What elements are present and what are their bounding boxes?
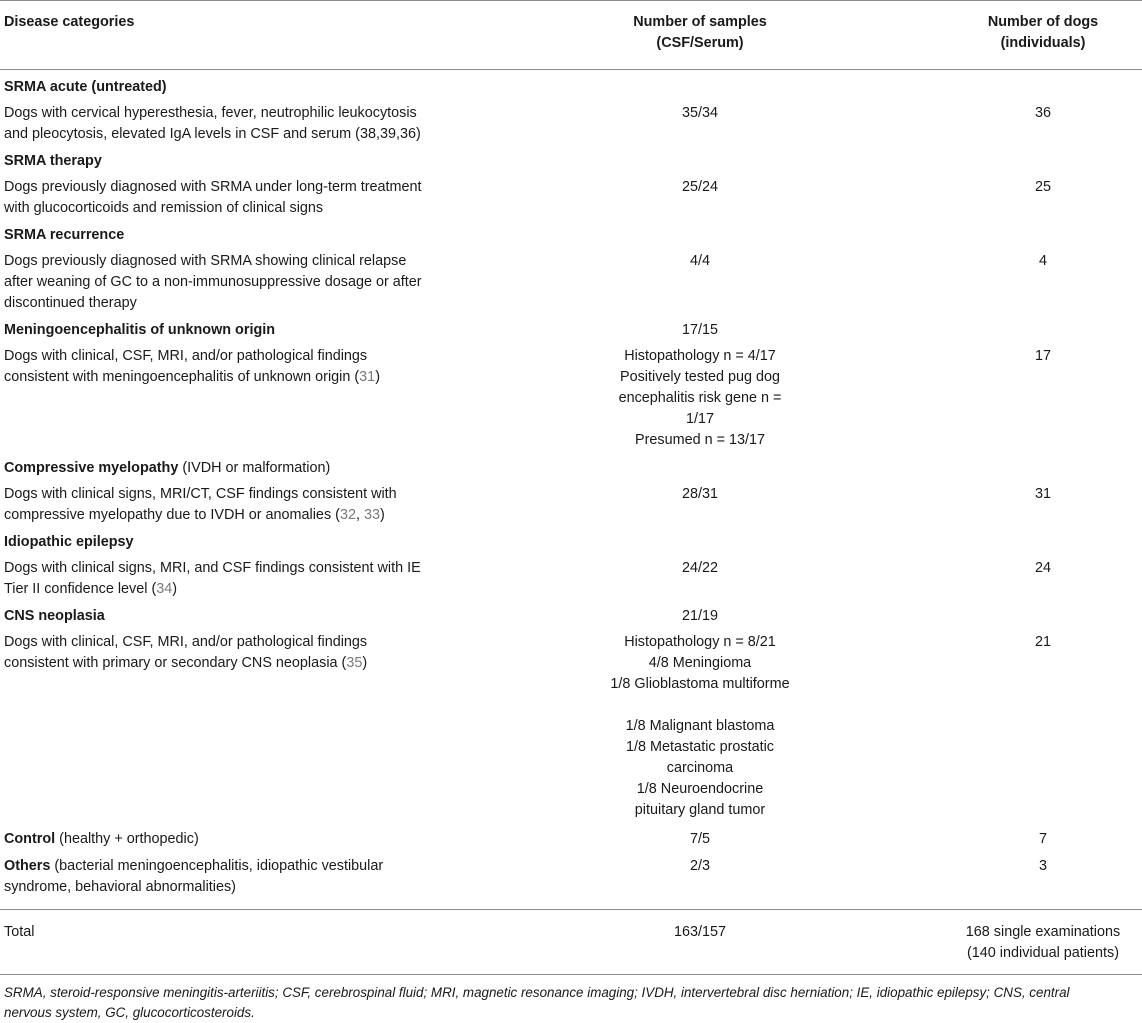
category-title-suffix: (bacterial meningoencephalitis, idiopathic vestibular bbox=[50, 858, 384, 874]
header-samples-line1: Number of samples bbox=[633, 14, 767, 30]
description-line bbox=[4, 505, 459, 526]
reference-31[interactable]: 31 bbox=[359, 369, 376, 385]
footnote-line: nervous system, GC, glucocorticosteroids. bbox=[4, 1005, 255, 1020]
category-title-suffix: (IVDH or malformation) bbox=[178, 460, 331, 476]
neoplasia-samples-total: 21/19 bbox=[681, 608, 718, 624]
category-meo-description bbox=[4, 346, 459, 388]
others-samples: 2/3 bbox=[689, 858, 710, 874]
header-samples-line2: (CSF/Serum) bbox=[656, 35, 744, 51]
control-dogs: 7 bbox=[1038, 831, 1047, 847]
reference-33[interactable]: 33 bbox=[363, 507, 380, 523]
total-samples: 163/157 bbox=[673, 924, 727, 940]
epilepsy-dogs: 24 bbox=[1034, 560, 1051, 576]
samples-line: Histopathology n = 8/21 bbox=[624, 634, 776, 650]
reference-34[interactable]: 34 bbox=[156, 581, 173, 597]
category-srma-recurrence-title: SRMA recurrence bbox=[4, 227, 125, 243]
total-dogs-line1: 168 single examinations bbox=[965, 924, 1121, 940]
category-neoplasia-title: CNS neoplasia bbox=[4, 608, 105, 624]
samples-line: 1/8 Malignant blastoma bbox=[625, 718, 775, 734]
category-neoplasia-description bbox=[4, 632, 459, 674]
samples-line: 1/8 Metastatic prostatic bbox=[626, 739, 774, 755]
neoplasia-dogs: 21 bbox=[1034, 634, 1051, 650]
srma-therapy-samples: 25/24 bbox=[681, 179, 718, 195]
reference-32[interactable]: 32 bbox=[339, 507, 356, 523]
category-title-bold: Control bbox=[4, 831, 56, 847]
meo-dogs: 17 bbox=[1034, 348, 1051, 364]
category-compressive-title bbox=[4, 458, 459, 479]
description-text: ) bbox=[379, 507, 385, 523]
table-footnote bbox=[4, 983, 1138, 1023]
description-line: discontinued therapy bbox=[4, 295, 137, 311]
description-line: Dogs previously diagnosed with SRMA showing clinical relapse bbox=[4, 253, 407, 269]
description-line: Dogs with cervical hyperesthesia, fever, neutrophilic leukocytosis bbox=[4, 105, 417, 121]
samples-line: Positively tested pug dog bbox=[620, 369, 780, 385]
table-top-rule bbox=[0, 0, 1142, 1]
category-others-line2: syndrome, behavioral abnormalities) bbox=[4, 879, 236, 895]
control-samples: 7/5 bbox=[689, 831, 710, 847]
category-control-title bbox=[4, 829, 459, 850]
header-number-of-dogs bbox=[945, 12, 1141, 54]
samples-blank-line bbox=[560, 695, 840, 716]
category-compressive-description bbox=[4, 484, 459, 526]
category-srma-acute-title: SRMA acute (untreated) bbox=[4, 79, 167, 95]
description-text: consistent with meningoencephalitis of unknown origin ( bbox=[4, 369, 360, 385]
samples-line: 4/8 Meningioma bbox=[648, 655, 752, 671]
compressive-samples: 28/31 bbox=[681, 486, 718, 502]
total-rule bbox=[0, 909, 1142, 910]
total-dogs bbox=[945, 922, 1141, 964]
category-others-title bbox=[4, 856, 459, 898]
category-epilepsy-title: Idiopathic epilepsy bbox=[4, 534, 134, 550]
reference-35[interactable]: 35 bbox=[346, 655, 363, 671]
epilepsy-samples: 24/22 bbox=[681, 560, 718, 576]
category-srma-therapy-description bbox=[4, 177, 459, 219]
description-text: compressive myelopathy due to IVDH or anomalies ( bbox=[4, 507, 340, 523]
footnote-line: SRMA, steroid-responsive meningitis-arteriitis; CSF, cerebrospinal fluid; MRI, magnetic resonance imaging; IVDH, intervertebral disc herniation; IE, idiopathic epilepsy; CNS, central bbox=[4, 985, 1070, 1000]
category-srma-recurrence-description bbox=[4, 251, 459, 314]
category-title-bold: Compressive myelopathy bbox=[4, 460, 179, 476]
description-line bbox=[4, 367, 459, 388]
header-rule bbox=[0, 69, 1142, 70]
samples-line: Histopathology n = 4/17 bbox=[624, 348, 776, 364]
others-dogs: 3 bbox=[1038, 858, 1047, 874]
description-line: Dogs with clinical signs, MRI/CT, CSF findings consistent with bbox=[4, 486, 397, 502]
compressive-dogs: 31 bbox=[1034, 486, 1051, 502]
description-line bbox=[4, 653, 459, 674]
neoplasia-samples-details bbox=[560, 632, 840, 821]
description-line: with glucocorticoids and remission of clinical signs bbox=[4, 200, 324, 216]
description-text: Tier II confidence level ( bbox=[4, 581, 157, 597]
srma-recurrence-samples: 4/4 bbox=[689, 253, 710, 269]
header-disease-categories: Disease categories bbox=[4, 14, 135, 30]
description-text: ) bbox=[362, 655, 368, 671]
description-text: , bbox=[355, 507, 364, 523]
description-line: Dogs with clinical, CSF, MRI, and/or pathological findings bbox=[4, 348, 368, 364]
meo-samples-details bbox=[560, 346, 840, 451]
description-line: Dogs with clinical, CSF, MRI, and/or pathological findings bbox=[4, 634, 368, 650]
total-label: Total bbox=[4, 924, 35, 940]
description-line: and pleocytosis, elevated IgA levels in CSF and serum (38,39,36) bbox=[4, 126, 421, 142]
category-meo-title: Meningoencephalitis of unknown origin bbox=[4, 322, 276, 338]
total-dogs-line2: (140 individual patients) bbox=[967, 945, 1119, 961]
srma-recurrence-dogs: 4 bbox=[1038, 253, 1047, 269]
samples-line: Presumed n = 13/17 bbox=[634, 432, 765, 448]
description-line: after weaning of GC to a non-immunosuppressive dosage or after bbox=[4, 274, 422, 290]
srma-acute-dogs: 36 bbox=[1034, 105, 1051, 121]
bottom-rule bbox=[0, 974, 1142, 975]
header-dogs-line2: (individuals) bbox=[1000, 35, 1086, 51]
description-line: Dogs previously diagnosed with SRMA under long-term treatment bbox=[4, 179, 422, 195]
samples-line: encephalitis risk gene n = bbox=[618, 390, 782, 406]
category-epilepsy-description bbox=[4, 558, 459, 600]
category-srma-therapy-title: SRMA therapy bbox=[4, 153, 102, 169]
description-line: Dogs with clinical signs, MRI, and CSF findings consistent with IE bbox=[4, 560, 421, 576]
header-dogs-line1: Number of dogs bbox=[987, 14, 1099, 30]
srma-therapy-dogs: 25 bbox=[1034, 179, 1051, 195]
category-title-suffix: (healthy + orthopedic) bbox=[55, 831, 199, 847]
description-text: ) bbox=[172, 581, 178, 597]
description-text: ) bbox=[375, 369, 380, 385]
description-text: consistent with primary or secondary CNS neoplasia ( bbox=[4, 655, 347, 671]
samples-line: 1/8 Glioblastoma multiforme bbox=[610, 676, 790, 692]
samples-line: 1/17 bbox=[685, 411, 714, 427]
category-srma-acute-description bbox=[4, 103, 459, 145]
category-title-bold: Others bbox=[4, 858, 51, 874]
description-line bbox=[4, 579, 459, 600]
header-number-of-samples bbox=[560, 12, 840, 54]
samples-line: pituitary gland tumor bbox=[634, 802, 766, 818]
category-others-line1 bbox=[4, 856, 459, 877]
srma-acute-samples: 35/34 bbox=[681, 105, 718, 121]
meo-samples-total: 17/15 bbox=[681, 322, 718, 338]
samples-line: carcinoma bbox=[666, 760, 734, 776]
samples-line: 1/8 Neuroendocrine bbox=[636, 781, 764, 797]
